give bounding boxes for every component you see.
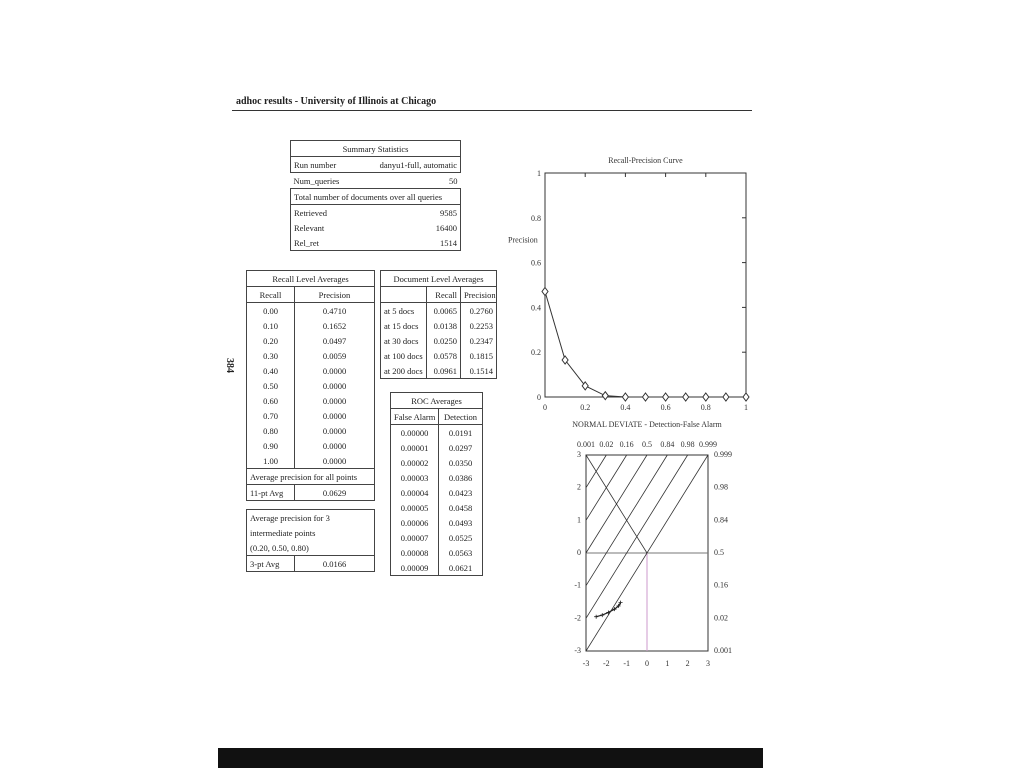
avg3-value: 0.0166 bbox=[295, 556, 375, 572]
avg3-label: 3-pt Avg bbox=[250, 558, 280, 569]
table-cell: Relevant bbox=[294, 222, 325, 233]
table-row bbox=[247, 453, 375, 469]
table-row bbox=[391, 425, 483, 441]
table-cell: 0.00009 bbox=[400, 562, 429, 573]
avg-all-label: Average precision for all points bbox=[247, 469, 375, 485]
y-tick-label: 0 bbox=[537, 393, 541, 402]
table-cell: 0.00004 bbox=[400, 487, 429, 498]
table-cell: 0.0250 bbox=[427, 333, 461, 348]
table-row bbox=[247, 393, 375, 408]
table-cell: 0.70 bbox=[263, 410, 278, 421]
recall-title: Recall Level Averages bbox=[247, 271, 375, 287]
table-cell: 0.0059 bbox=[295, 348, 375, 363]
recall-precision-chart bbox=[500, 150, 760, 410]
roc-h1: False Alarm bbox=[394, 411, 436, 422]
right-tick-label: 0.98 bbox=[714, 482, 728, 492]
table-cell: 9585 bbox=[440, 207, 457, 218]
y-tick-label: -2 bbox=[574, 613, 581, 623]
data-point bbox=[683, 393, 689, 401]
table-row bbox=[247, 303, 375, 319]
y-tick-label: 1 bbox=[577, 515, 581, 525]
right-tick-label: 0.999 bbox=[714, 450, 732, 459]
avg3-line2: intermediate points bbox=[250, 527, 316, 538]
top-tick-label: 0.5 bbox=[642, 440, 652, 449]
top-tick-label: 0.001 bbox=[577, 440, 595, 449]
normal-deviate-chart bbox=[550, 415, 760, 675]
table-cell: 0.1815 bbox=[461, 348, 497, 363]
y-tick-label: 1 bbox=[537, 169, 541, 178]
top-tick-label: 0.16 bbox=[619, 440, 634, 449]
table-cell: 0.20 bbox=[263, 335, 278, 346]
run-label: Run number bbox=[294, 159, 337, 170]
y-tick-label: 0.2 bbox=[531, 348, 541, 358]
table-cell: 0.0000 bbox=[295, 393, 375, 408]
data-point bbox=[622, 393, 628, 401]
table-cell: 0.0350 bbox=[439, 455, 483, 470]
table-cell: 0.4710 bbox=[295, 303, 375, 319]
table-cell: 0.90 bbox=[263, 440, 278, 451]
table-cell: 0.50 bbox=[263, 380, 278, 391]
table-cell: Rel_ret bbox=[294, 237, 320, 248]
table-cell: 0.0423 bbox=[439, 485, 483, 500]
x-tick-label: 0.6 bbox=[660, 403, 671, 410]
recall-level-table bbox=[246, 270, 375, 572]
avg11-value: 0.0629 bbox=[295, 485, 375, 501]
table-row bbox=[247, 348, 375, 363]
table-cell: at 5 docs bbox=[384, 305, 415, 316]
table-cell: 0.00002 bbox=[400, 457, 429, 468]
y-tick-label: 0 bbox=[577, 548, 581, 557]
table-cell: 0.30 bbox=[263, 350, 278, 361]
x-tick-label: 3 bbox=[706, 659, 710, 668]
table-row bbox=[291, 205, 461, 221]
table-cell: at 100 docs bbox=[384, 350, 423, 361]
table-cell: 16400 bbox=[435, 222, 457, 233]
y-tick-label: -3 bbox=[574, 646, 581, 655]
table-row bbox=[247, 333, 375, 348]
table-cell: 0.0386 bbox=[439, 470, 483, 485]
table-row bbox=[391, 515, 483, 530]
doc-h1: Recall bbox=[427, 287, 461, 303]
x-tick-label: -2 bbox=[602, 659, 610, 668]
table-row bbox=[247, 438, 375, 453]
table-cell: 0.00008 bbox=[400, 547, 429, 558]
table-row bbox=[291, 235, 461, 251]
x-tick-label: 1 bbox=[744, 403, 748, 410]
x-tick-label: 1 bbox=[665, 659, 670, 668]
y-tick-label: 0.6 bbox=[531, 258, 541, 268]
table-cell: 0.00005 bbox=[400, 502, 429, 513]
chart-title: NORMAL DEVIATE - Detection-False Alarm bbox=[572, 420, 722, 429]
table-cell: 0.0563 bbox=[439, 545, 483, 560]
table-row bbox=[381, 363, 497, 379]
x-tick-label: 0 bbox=[543, 403, 547, 410]
right-tick-label: 0.84 bbox=[714, 515, 728, 525]
data-point bbox=[643, 393, 649, 401]
top-tick-label: 0.98 bbox=[680, 440, 695, 449]
roc-title: ROC Averages bbox=[391, 393, 483, 409]
table-cell: 0.1652 bbox=[295, 318, 375, 333]
top-tick-label: 0.999 bbox=[699, 440, 717, 449]
table-cell: 0.0191 bbox=[439, 425, 483, 441]
table-cell: 0.2760 bbox=[461, 303, 497, 319]
x-tick-label: 2 bbox=[685, 659, 690, 668]
data-point bbox=[703, 393, 709, 401]
table-cell: 0.2347 bbox=[461, 333, 497, 348]
table-cell: 0.40 bbox=[263, 365, 278, 376]
nq-value: 50 bbox=[449, 175, 458, 186]
table-cell: at 30 docs bbox=[384, 335, 419, 346]
table-cell: 0.2253 bbox=[461, 318, 497, 333]
table-cell: Retrieved bbox=[294, 207, 328, 218]
summary-statistics-table bbox=[290, 140, 461, 251]
table-row bbox=[247, 363, 375, 378]
page-header: adhoc results - University of Illinois at Chicago bbox=[236, 96, 437, 107]
recall-h1: Recall bbox=[259, 289, 282, 300]
doc-title: Document Level Averages bbox=[381, 271, 497, 287]
table-cell: 0.00006 bbox=[400, 517, 429, 528]
table-cell: 1.00 bbox=[263, 455, 278, 466]
table-row bbox=[391, 470, 483, 485]
document-level-table bbox=[380, 270, 497, 379]
table-cell: 0.0065 bbox=[427, 303, 461, 319]
table-cell: 0.00003 bbox=[400, 472, 429, 483]
table-cell: 0.0138 bbox=[427, 318, 461, 333]
x-tick-label: -3 bbox=[582, 659, 590, 668]
table-row bbox=[391, 530, 483, 545]
table-cell: 0.0621 bbox=[439, 560, 483, 576]
table-cell: at 15 docs bbox=[384, 320, 419, 331]
data-point bbox=[723, 393, 729, 401]
data-point bbox=[743, 393, 749, 401]
table-row bbox=[381, 303, 497, 319]
table-cell: 0.0000 bbox=[295, 363, 375, 378]
table-row bbox=[381, 333, 497, 348]
table-cell: 0.0497 bbox=[295, 333, 375, 348]
y-tick-label: 2 bbox=[577, 482, 581, 492]
data-point bbox=[600, 613, 604, 617]
right-tick-label: 0.02 bbox=[714, 613, 728, 623]
table-cell: 0.0458 bbox=[439, 500, 483, 515]
x-tick-label: -1 bbox=[623, 659, 631, 668]
y-tick-label: 3 bbox=[577, 450, 581, 459]
table-cell: 0.0000 bbox=[295, 408, 375, 423]
avg3-line3: (0.20, 0.50, 0.80) bbox=[250, 542, 309, 553]
table-row bbox=[391, 440, 483, 455]
x-tick-label: 0.4 bbox=[620, 403, 631, 410]
table-cell: 0.0000 bbox=[295, 378, 375, 393]
table-cell: 0.0000 bbox=[295, 453, 375, 469]
top-tick-label: 0.84 bbox=[660, 440, 675, 449]
table-row bbox=[247, 408, 375, 423]
table-cell: at 200 docs bbox=[384, 365, 423, 376]
table-cell: 0.0000 bbox=[295, 423, 375, 438]
table-cell: 0.0493 bbox=[439, 515, 483, 530]
table-row bbox=[391, 455, 483, 470]
table-row bbox=[381, 318, 497, 333]
table-row bbox=[247, 423, 375, 438]
data-point bbox=[542, 287, 548, 295]
table-row bbox=[247, 378, 375, 393]
table-row bbox=[391, 485, 483, 500]
table-row bbox=[391, 545, 483, 560]
right-tick-label: 0.16 bbox=[714, 580, 728, 590]
table-cell: 0.00007 bbox=[400, 532, 429, 543]
roc-h2: Detection bbox=[439, 409, 483, 425]
summary-title: Summary Statistics bbox=[291, 141, 461, 157]
data-point bbox=[663, 393, 669, 401]
right-tick-label: 0.5 bbox=[714, 548, 724, 557]
table-cell: 0.0297 bbox=[439, 440, 483, 455]
y-tick-label: 0.4 bbox=[531, 303, 541, 313]
table-cell: 0.0000 bbox=[295, 438, 375, 453]
table-cell: 0.00000 bbox=[400, 427, 429, 438]
avg3-line1: Average precision for 3 bbox=[250, 512, 330, 523]
table-cell: 0.60 bbox=[263, 395, 278, 406]
y-axis-label: Precision bbox=[508, 235, 538, 245]
data-point bbox=[594, 615, 598, 619]
header-rule bbox=[232, 110, 752, 111]
run-value: danyu1-full, automatic bbox=[379, 159, 457, 170]
table-cell: 0.0961 bbox=[427, 363, 461, 379]
x-tick-label: 0.2 bbox=[580, 403, 591, 410]
table-row bbox=[381, 348, 497, 363]
scan-edge bbox=[218, 748, 763, 768]
table-cell: 0.1514 bbox=[461, 363, 497, 379]
x-tick-label: 0.8 bbox=[700, 403, 711, 410]
table-cell: 0.00 bbox=[263, 305, 278, 316]
right-tick-label: 0.001 bbox=[714, 646, 732, 655]
recall-h2: Precision bbox=[295, 287, 375, 303]
series-line bbox=[545, 291, 746, 397]
table-row bbox=[391, 560, 483, 576]
table-cell: 0.0525 bbox=[439, 530, 483, 545]
table-row bbox=[247, 318, 375, 333]
doc-h2: Precision bbox=[461, 287, 497, 303]
avg11-label: 11-pt Avg bbox=[250, 487, 284, 498]
chart-title: Recall-Precision Curve bbox=[608, 156, 683, 165]
data-point bbox=[602, 392, 608, 400]
roc-averages-table bbox=[390, 392, 483, 576]
top-tick-label: 0.02 bbox=[599, 440, 614, 449]
page-number: 384 bbox=[224, 358, 235, 373]
y-tick-label: -1 bbox=[574, 580, 581, 590]
y-tick-label: 0.8 bbox=[531, 213, 541, 223]
table-cell: 1514 bbox=[440, 237, 457, 248]
table-row bbox=[291, 220, 461, 235]
table-cell: 0.0578 bbox=[427, 348, 461, 363]
table-cell: 0.10 bbox=[263, 320, 278, 331]
table-row bbox=[391, 500, 483, 515]
table-cell: 0.00001 bbox=[400, 442, 429, 453]
nq-label: Num_queries bbox=[293, 175, 340, 186]
table-cell: 0.80 bbox=[263, 425, 278, 436]
x-tick-label: 0 bbox=[645, 659, 649, 668]
plot-frame bbox=[545, 173, 746, 397]
total-label: Total number of documents over all queries bbox=[291, 189, 461, 205]
